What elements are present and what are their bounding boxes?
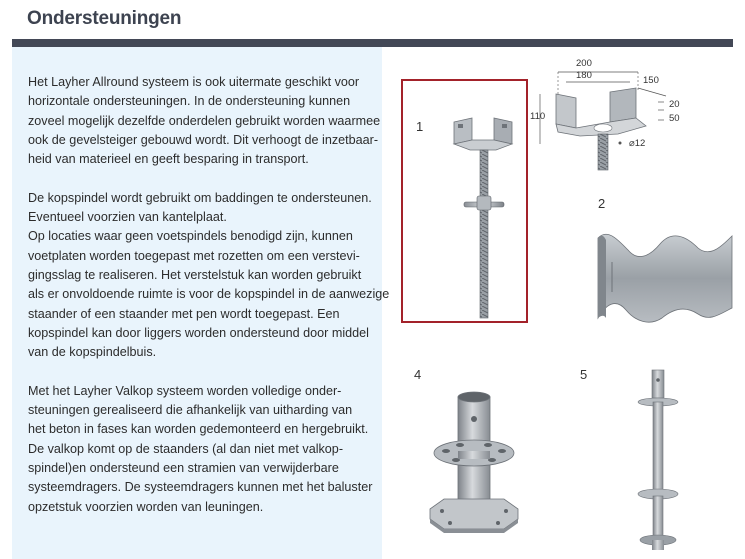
u-head-spindle-illustration [440,110,530,320]
text-line: steuningen gerealiseerd die afhankelijk van uitharding van [28,403,353,418]
dimension-180: 180 [576,70,592,81]
text-line: Het Layher Allround systeem is ook uitermate geschikt voor [28,75,360,89]
base-plate-rosette-illustration [420,385,530,545]
dimension-150: 150 [643,75,659,86]
text-line: van de kopspindelbuis. [28,345,157,360]
dimension-200: 200 [576,58,592,69]
text-line: Eventueel voorzien van kantelplaat. [28,210,227,225]
page-title: Ondersteuningen [27,8,182,29]
title-rule [12,39,733,47]
text-line: voetplaten worden toegepast met rozetten om een verstevi- [28,248,360,263]
paragraph-intro [28,73,381,169]
text-line: opzetstuk voorzien worden van leuningen. [28,499,264,514]
text-line: horizontale ondersteuningen. In de ondersteuning kunnen [28,94,351,109]
text-line: gingsslag te realiseren. Het verstelstuk kan worden gebruikt [28,267,362,282]
text-line: heid van materieel en geeft besparing in transport. [28,152,309,167]
text-line: het beton in fases kan worden gedemonteerd en hergebruikt. [28,422,369,437]
text-line: zoveel mogelijk dezelfde onderdelen gebruikt worden waarmee [28,113,381,128]
figure-2-label: 2 [598,196,606,211]
text-line: spindel)en ondersteund een stramien van verwijderbare [28,460,339,475]
u-head-dimension-drawing [528,62,688,172]
body-text [28,73,390,536]
dimension-diameter-12: ⌀12 [629,138,646,149]
text-line: De valkop komt op de staanders (al dan niet met valkop- [28,441,344,456]
dimension-50: 50 [669,113,680,124]
text-line: als er onvoldoende ruimte is voor de kopspindel in de aanwezige [28,287,390,302]
figure-5-label: 5 [580,367,588,382]
text-line: systeemdragers. De systeemdragers kunnen met het baluster [28,480,373,495]
text-line: kopspindel kan door liggers worden ondersteund door middel [28,325,369,340]
paragraph-kopspindel [28,189,390,363]
paragraph-valkop [28,382,373,517]
text-line: Op locaties waar geen voetspindels benodigd zijn, kunnen [28,229,353,244]
text-line: ook de gevelsteiger gebouwd wordt. Dit verhoogt de inzetbaar- [28,132,379,147]
dimension-20: 20 [669,99,680,110]
figure-4-label: 4 [414,367,422,382]
text-line: Met het Layher Valkop systeem worden volledige onder- [28,383,342,398]
dimension-110: 110 [530,111,546,122]
adjustment-piece-illustration [628,366,688,556]
figure-1-label: 1 [416,119,424,134]
text-line: De kopspindel wordt gebruikt om baddingen te ondersteunen. [28,190,372,205]
formwork-head-plate-illustration [594,222,734,332]
text-line: staander of een staander met pen wordt toegepast. Een [28,306,340,321]
